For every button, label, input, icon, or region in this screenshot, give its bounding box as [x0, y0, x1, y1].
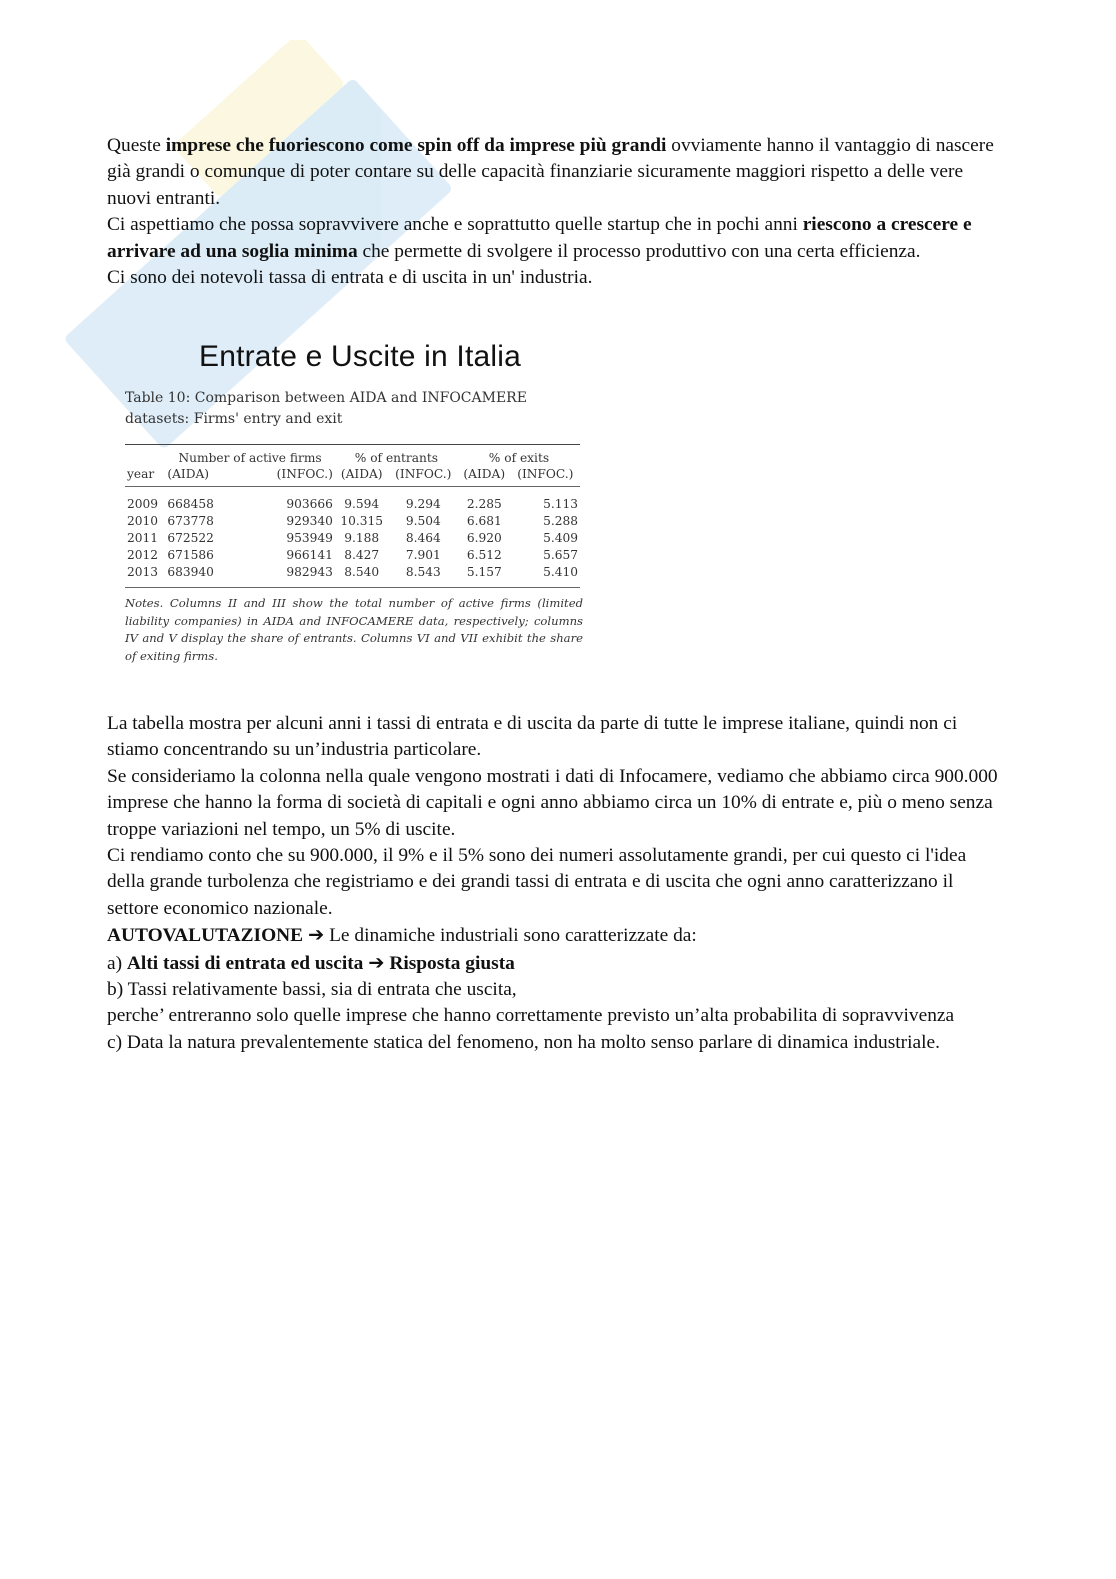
figure-title: Entrate e Uscite in Italia [198, 340, 522, 373]
table-cell: 9.504 [405, 513, 441, 528]
table-cell: 5.113 [543, 496, 578, 511]
text-run: Ci aspettiamo che possa sopravvivere anche e soprattutto quelle startup che in pochi anni [107, 214, 803, 236]
table-cell: 2011 [127, 530, 159, 545]
discussion-text [107, 711, 1007, 1056]
bold-text: imprese che fuoriescono come spin off da imprese più grandi [165, 135, 667, 156]
column-header: (AIDA) [335, 466, 389, 487]
bold-text: Risposta giusta [384, 952, 515, 974]
discussion-paragraph [107, 1003, 1007, 1029]
table-cell: 2.285 [466, 496, 502, 511]
text-run: Le dinamiche industriali sono caratterizzate da: [324, 925, 697, 947]
entry-exit-table [125, 444, 580, 588]
table-cell: 5.157 [458, 563, 511, 588]
table-caption-line: datasets: Firms' entry and exit [125, 411, 343, 427]
intro-paragraph [107, 133, 1007, 212]
intro-paragraph [107, 212, 1007, 265]
entry-exit-figure [125, 340, 585, 665]
bold-text: Alti tassi di entrata ed uscita [126, 952, 369, 974]
discussion-paragraph [107, 711, 1007, 764]
table-cell: 8.540 [335, 563, 389, 588]
table-cell: 8.464 [405, 530, 441, 545]
text-run: che permette di svolgere il processo produttivo con una certa efficienza. [357, 240, 921, 262]
table-cell: 5.409 [543, 530, 578, 545]
table-cell: 668458 [167, 496, 214, 511]
column-header: year [125, 466, 165, 487]
text-run: ovviamente hanno il vantaggio di nascere già grandi o comunque di poter contare su delle capacità finanziarie sicuramente maggiori rispetto a delle vere nuovi entranti. [107, 135, 994, 209]
table-cell: 2010 [127, 513, 159, 528]
table-row [125, 563, 580, 588]
table-caption-line: Table 10: Comparison between AIDA and INFOCAMERE [125, 390, 527, 406]
table-row [125, 487, 580, 513]
text-run: Ci rendiamo conto che su 900.000, il 9% e il 5% sono dei numeri assolutamente grandi, per cui questo ci l'idea della grande turbolenza che registriamo e dei grandi tassi di entrata e di uscita che ogni anno caratterizzano il settore economico nazionale. [107, 845, 967, 919]
text-run: Ci sono dei notevoli tassa di entrata e di uscita in un' industria. [107, 267, 593, 289]
table-notes: Notes. Columns II and III show the total number of active firms (limited liability companies) in AIDA and INFOCAMERE data, respectively; columns IV and V display the share of entrants. Columns VI and VII exhibit the share of exiting firms. [125, 596, 583, 663]
intro-paragraph [107, 265, 1007, 291]
column-header: (INFOC.) [511, 466, 580, 487]
table-cell: 673778 [167, 513, 214, 528]
text-run: La tabella mostra per alcuni anni i tassi di entrata e di uscita da parte di tutte le imprese italiane, quindi non ci stiamo concentrando su un’industria particolare. [107, 713, 958, 761]
table-cell: 6.512 [466, 547, 502, 562]
table-cell: 982943 [243, 563, 335, 588]
arrow-icon: ➔ [368, 950, 385, 974]
bold-text: AUTOVALUTAZIONE [107, 925, 304, 947]
table-cell: 9.594 [344, 496, 380, 511]
text-run: perche’ entreranno solo quelle imprese che hanno correttamente previsto un’alta probabilita di sopravvivenza [107, 1005, 955, 1027]
group-header: % of entrants [335, 445, 458, 467]
table-cell: 903666 [286, 496, 333, 511]
column-header: (INFOC.) [389, 466, 458, 487]
discussion-paragraph [107, 764, 1007, 843]
text-run: b) Tassi relativamente bassi, sia di entrata che uscita, [107, 979, 517, 1001]
table-corner [125, 445, 165, 467]
table-cell: 8.543 [389, 563, 458, 588]
discussion-paragraph [107, 977, 1007, 1003]
table-cell: 929340 [286, 513, 333, 528]
intro-text [107, 133, 1007, 291]
text-run: c) Data la natura prevalentemente statica del fenomeno, non ha molto senso parlare di dinamica industriale. [107, 1031, 940, 1053]
table-cell: 8.427 [344, 547, 380, 562]
group-header: % of exits [458, 445, 580, 467]
text-run: Queste [107, 135, 166, 156]
arrow-icon: ➔ [307, 923, 325, 947]
table-cell: 7.901 [405, 547, 441, 562]
column-header: (INFOC.) [243, 466, 335, 487]
table-cell: 5.657 [543, 547, 578, 562]
text-run: a) [107, 952, 127, 974]
table-row [125, 529, 580, 546]
table-cell: 5.410 [511, 563, 580, 588]
table-cell: 683940 [165, 563, 242, 588]
table-cell: 966141 [286, 547, 333, 562]
table-cell: 953949 [286, 530, 333, 545]
table-cell: 2012 [127, 547, 159, 562]
table-cell: 5.288 [543, 513, 578, 528]
table-cell: 671586 [167, 547, 214, 562]
table-cell: 10.315 [340, 513, 384, 528]
discussion-paragraph [107, 922, 1007, 949]
bold-text: riescono a crescere e arrivare ad una soglia minima [107, 214, 972, 262]
column-header: (AIDA) [458, 466, 511, 487]
discussion-paragraph [107, 1030, 1007, 1056]
table-row [125, 546, 580, 563]
table-caption [125, 388, 585, 430]
table-cell: 2009 [127, 496, 159, 511]
table-cell: 6.681 [466, 513, 502, 528]
group-header: Number of active firms [165, 445, 335, 467]
discussion-paragraph [107, 950, 1007, 977]
table-cell: 2013 [125, 563, 165, 588]
table-cell: 6.920 [466, 530, 502, 545]
table-cell: 672522 [167, 530, 214, 545]
table-cell: 9.188 [344, 530, 380, 545]
text-run: Se consideriamo la colonna nella quale vengono mostrati i dati di Infocamere, vediamo che abbiamo circa 900.000 imprese che hanno la forma di società di capitali e ogni anno abbiamo circa un 10% di entrate e, più o meno senza troppe variazioni nel tempo, un 5% di uscite. [107, 765, 998, 840]
column-header: (AIDA) [165, 466, 242, 487]
table-row [125, 512, 580, 529]
table-cell: 9.294 [405, 496, 441, 511]
discussion-paragraph [107, 843, 1007, 922]
